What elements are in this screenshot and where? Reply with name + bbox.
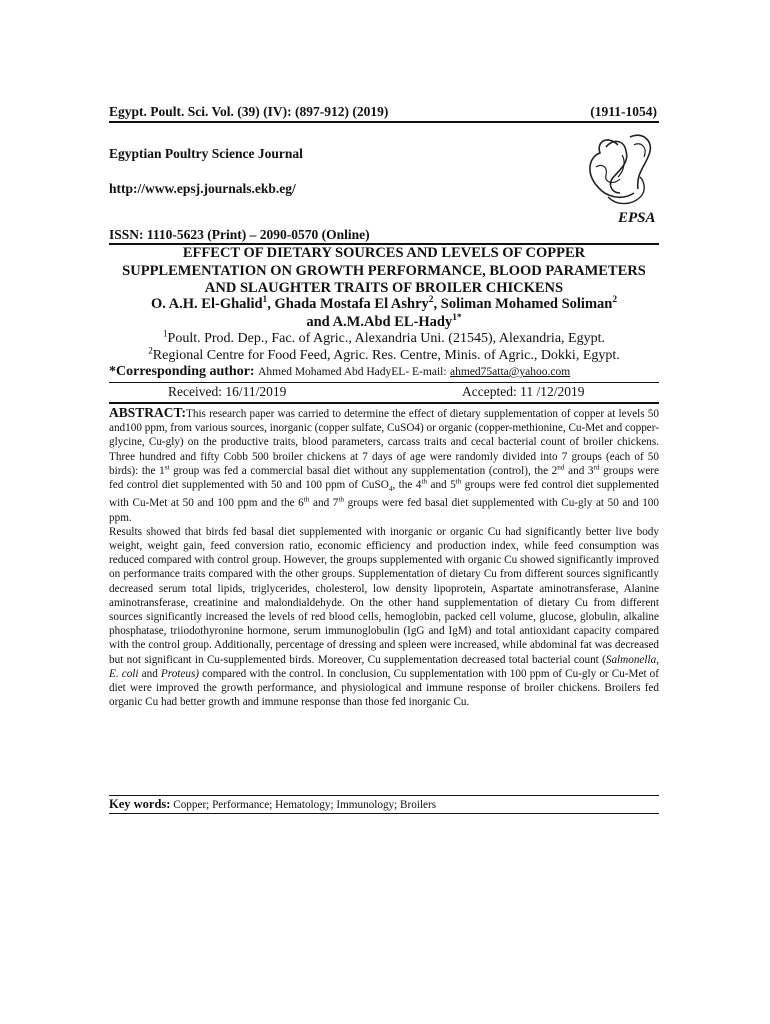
affiliation-2-sup: 2 — [148, 345, 153, 356]
header-rule-top — [109, 121, 659, 123]
keywords-text: Copper; Performance; Hematology; Immunology; Broilers — [170, 799, 437, 811]
sup: th — [455, 477, 462, 486]
epsa-logo — [578, 127, 660, 227]
abstract-paragraph-1 — [109, 406, 659, 525]
abstract-rule — [109, 795, 659, 796]
author-4-sup: 1* — [452, 312, 462, 323]
corresponding-email[interactable]: ahmed75atta@yahoo.com — [450, 366, 571, 378]
abstract-text: group was fed a commercial basal diet without any supplementation (control), the 2 — [169, 464, 558, 477]
sup: th — [303, 495, 310, 504]
authors — [109, 296, 659, 331]
journal-citation: Egypt. Poult. Sci. Vol. (39) (IV): (897-912) (2019) — [109, 104, 389, 119]
keywords-rule — [109, 813, 659, 814]
abstract-text: groups were fed control diet supplemented with 50 and 100 ppm of CuSO — [109, 464, 659, 492]
accepted-date: Accepted: 11 /12/2019 — [462, 384, 585, 399]
abstract-text: groups were fed control diet supplemented with Cu-Met at 50 and 100 ppm and the 6 — [109, 479, 660, 510]
dates-rule — [109, 402, 659, 404]
corresponding-author — [109, 364, 570, 380]
author-3-sup: 2 — [612, 295, 618, 306]
keywords-label: Key words: — [109, 797, 171, 811]
abstract-text: , the 4 — [392, 479, 422, 492]
abstract-text: This research paper was carried to determine the effect of dietary supplementation of copper at levels 50 and100 ppm, from various sources, inorganic (copper sulfate, CuSO4) or organic (copper-methionine, Cu-Met and copper-glycine, Cu-gly) on the productive traits, blood parameters, carcass traits and cecal bacterial count of broiler chickens. Three hundred and fifty Cobb 500 broiler chickens at 7 days of age were randomly divided into 7 groups (each of 50 birds): the 1 — [109, 408, 659, 477]
received-date: Received: 16/11/2019 — [168, 384, 287, 399]
sub: 4 — [388, 485, 393, 494]
article-title: EFFECT OF DIETARY SOURCES AND LEVELS OF COPPER SUPPLEMENTATION ON GROWTH PERFORMANCE, BLOOD PARAMETERS AND SLAUGHTER TRAITS OF BROILER CHICKENS — [122, 245, 646, 296]
sup: nd — [557, 463, 565, 472]
journal-url: http://www.epsj.journals.ekb.eg/ — [109, 181, 296, 196]
corr-rule — [109, 382, 659, 383]
abstract-text: , — [656, 653, 659, 666]
keywords — [109, 797, 659, 812]
abstract-label: ABSTRACT: — [109, 405, 187, 420]
journal-name: Egyptian Poultry Science Journal — [109, 146, 303, 161]
author-1-sup: 1 — [262, 295, 268, 306]
abstract-text: Results showed that birds fed basal diet supplemented with inorganic or organic Cu had significantly better live body weight, weight gain, feed conversion ratio, economic efficiency and production index, while feed consumption was reduced compared with control group. However, the groups supplemented with organic Cu showed significantly improved on performance traits compared with the other groups. Supplementation of dietary Cu from different sources significantly decreased serum total lipids, triglycerides, cholesterol, low density lipoprotein, Aspartate aminotransferase, Alanine aminotransferase, creatinine and malondialdehyde. On the other hand supplementation of dietary Cu from different sources significantly increased the levels of red blood cells, hemoglobin, packed cell volume, glucose, globulin, alkaline phosphatase, triiodothyronine hormone, serum immunoglobulin (IgG and IgM) and total antioxidant capacity compared with the control group. Additionally, percentage of dressing and spleen were increased, while abdominal fat was decreased but not significant in Cu-supplemented birds. Moreover, Cu supplementation decreased total bacterial count ( — [109, 525, 659, 666]
logo-text: EPSA — [618, 210, 656, 226]
affiliation-1-text: Poult. Prod. Dep., Fac. of Agric., Alexandria Uni. (21545), Alexandria, Egypt. — [167, 331, 605, 346]
abstract-text: and 5 — [427, 479, 456, 492]
abstract — [109, 406, 659, 710]
sup: st — [164, 463, 170, 472]
abstract-text: and — [138, 667, 161, 680]
italic-text: E. coli — [109, 667, 139, 680]
italic-text: Proteus) — [160, 667, 200, 680]
author-2: , Ghada Mostafa El Ashry — [267, 296, 429, 312]
author-4: and A.M.Abd EL-Hady — [306, 313, 453, 330]
abstract-text: and 3 — [564, 464, 594, 477]
issn: ISSN: 1110-5623 (Print) – 2090-0570 (Online) — [109, 227, 370, 242]
abstract-text: groups were fed basal diet supplemented with Cu-gly at 50 and 100 ppm. — [109, 497, 659, 524]
author-3: , Soliman Mohamed Soliman — [433, 296, 613, 312]
abstract-text: and 7 — [309, 497, 339, 510]
sup: th — [421, 477, 428, 486]
affiliation-2-text: Regional Centre for Food Feed, Agric. Res. Centre, Minis. of Agric., Dokki, Egypt. — [152, 348, 620, 363]
sup: th — [338, 495, 345, 504]
author-2-sup: 2 — [428, 295, 434, 306]
article-code: (1911-1054) — [590, 104, 657, 119]
corresponding-name: Ahmed Mohamed Abd HadyEL- E-mail: — [258, 366, 447, 378]
rooster-logo-icon — [578, 127, 660, 227]
affiliation-1-sup: 1 — [163, 328, 168, 339]
abstract-paragraph-2 — [109, 525, 659, 710]
affiliation-1 — [109, 330, 659, 347]
italic-text: Salmonella — [605, 653, 657, 666]
affiliation-2 — [109, 347, 659, 364]
journal-citation-line — [109, 104, 657, 120]
abstract-text: compared with the control. In conclusion, Cu supplementation with 100 ppm of Cu-gly or Cu-Met of diet were improved the growth performance, and physiological and immune response of broiler chickens. Broilers fed organic Cu had better growth and immune response than those fed inorganic Cu. — [109, 667, 659, 709]
author-1: O. A.H. El-Ghalid — [150, 296, 263, 312]
corresponding-label: *Corresponding author: — [109, 364, 255, 379]
sup: rd — [593, 463, 600, 472]
